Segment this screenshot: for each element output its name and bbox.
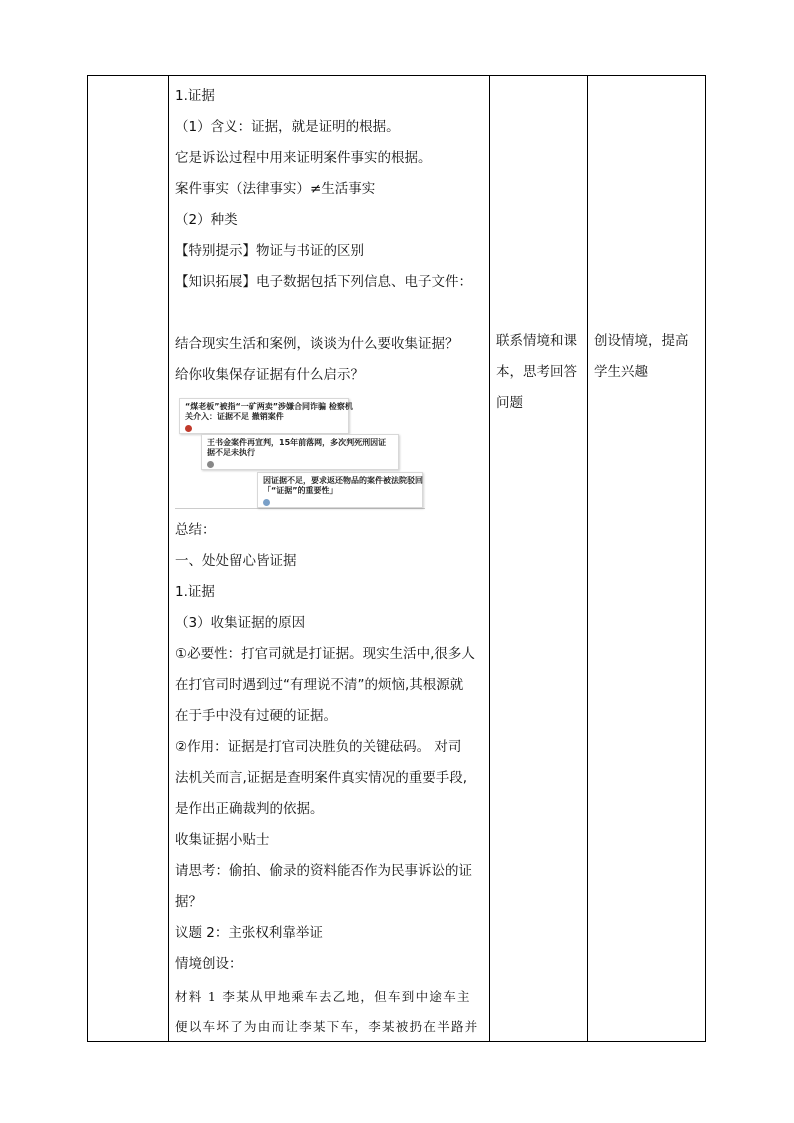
source-avatar-icon [263,499,270,506]
text-line: 【特别提示】物证与书证的区别 [175,243,364,259]
text-line: 收集证据小贴士 [175,832,270,848]
source-avatar-icon [207,461,214,468]
text-line: 在打官司时遇到过“有理说不清”的烦恼,其根源就 [175,677,464,693]
text-line: 案件事实（法律事实）≠生活事实 [175,181,376,197]
news-card [179,398,353,434]
text-line: 1.证据 [175,88,215,104]
text-line: 在于手中没有过硬的证据。 [175,708,337,724]
news-screenshot-image [175,396,425,509]
text-line: 结合现实生活和案例，谈谈为什么要收集证据？ [175,336,459,352]
design-intent-line: 创设情境，提高 [594,333,689,349]
news-card-title: 关介入：证据不足 撤销案件 [185,412,284,421]
text-line: 法机关而言,证据是查明案件真实情况的重要手段, [175,770,468,786]
column-divider [168,76,169,1041]
student-activity-line: 问题 [496,395,523,411]
student-activity-cell [496,326,586,419]
column-divider [587,76,588,1041]
text-line: （1）含义：证据，就是证明的根据。 [175,119,400,135]
text-line: ①必要性：打官司就是打证据。现实生活中,很多人 [175,646,475,662]
design-intent-cell [594,326,704,388]
text-line: 【知识拓展】电子数据包括下列信息、电子文件： [175,274,472,290]
source-avatar-icon [185,425,192,432]
text-line: 总结： [175,522,216,538]
text-line: （2）种类 [175,212,238,228]
text-line: ②作用：证据是打官司决胜负的关键砝码。 对司 [175,739,462,755]
text-line: 便以车坏了为由而让李某下车，李某被扔在半路并 [175,1019,479,1034]
news-card-title: 「“证据”的重要性」 [263,486,338,495]
design-intent-line: 学生兴趣 [594,364,648,380]
text-line: 它是诉讼过程中用来证明案件事实的根据。 [175,150,432,166]
news-card [201,434,399,470]
column-divider [489,76,490,1041]
text-line: 一、处处留心皆证据 [175,553,297,569]
text-line: （3）收集证据的原因 [175,615,306,631]
text-line: 请思考：偷拍、偷录的资料能否作为民事诉讼的证 [175,863,472,879]
lesson-table [87,75,706,1042]
text-line: 1.证据 [175,584,215,600]
news-card-title: 王书金案件再宣判，15年前落网，多次判死刑因证 [207,438,387,447]
news-card-title: “煤老板”被指“一矿两卖”涉嫌合同诈骗 检察机 [185,402,353,411]
news-card [257,472,423,508]
student-activity-line: 本，思考回答 [496,364,577,380]
text-line: 据？ [175,894,202,910]
text-line: 是作出正确裁判的依据。 [175,801,324,817]
text-line: 情境创设： [175,956,243,972]
student-activity-line: 联系情境和课 [496,333,577,349]
text-line: 材料 1 李某从甲地乘车去乙地，但车到中途车主 [175,989,471,1004]
text-line: 给你收集保存证据有什么启示？ [175,367,364,383]
news-card-title: 据不足未执行 [207,448,255,457]
text-line: 议题 2：主张权利靠举证 [175,925,323,941]
news-card-title: 因证据不足，要求返还物品的案件被法院驳回 [263,476,423,485]
